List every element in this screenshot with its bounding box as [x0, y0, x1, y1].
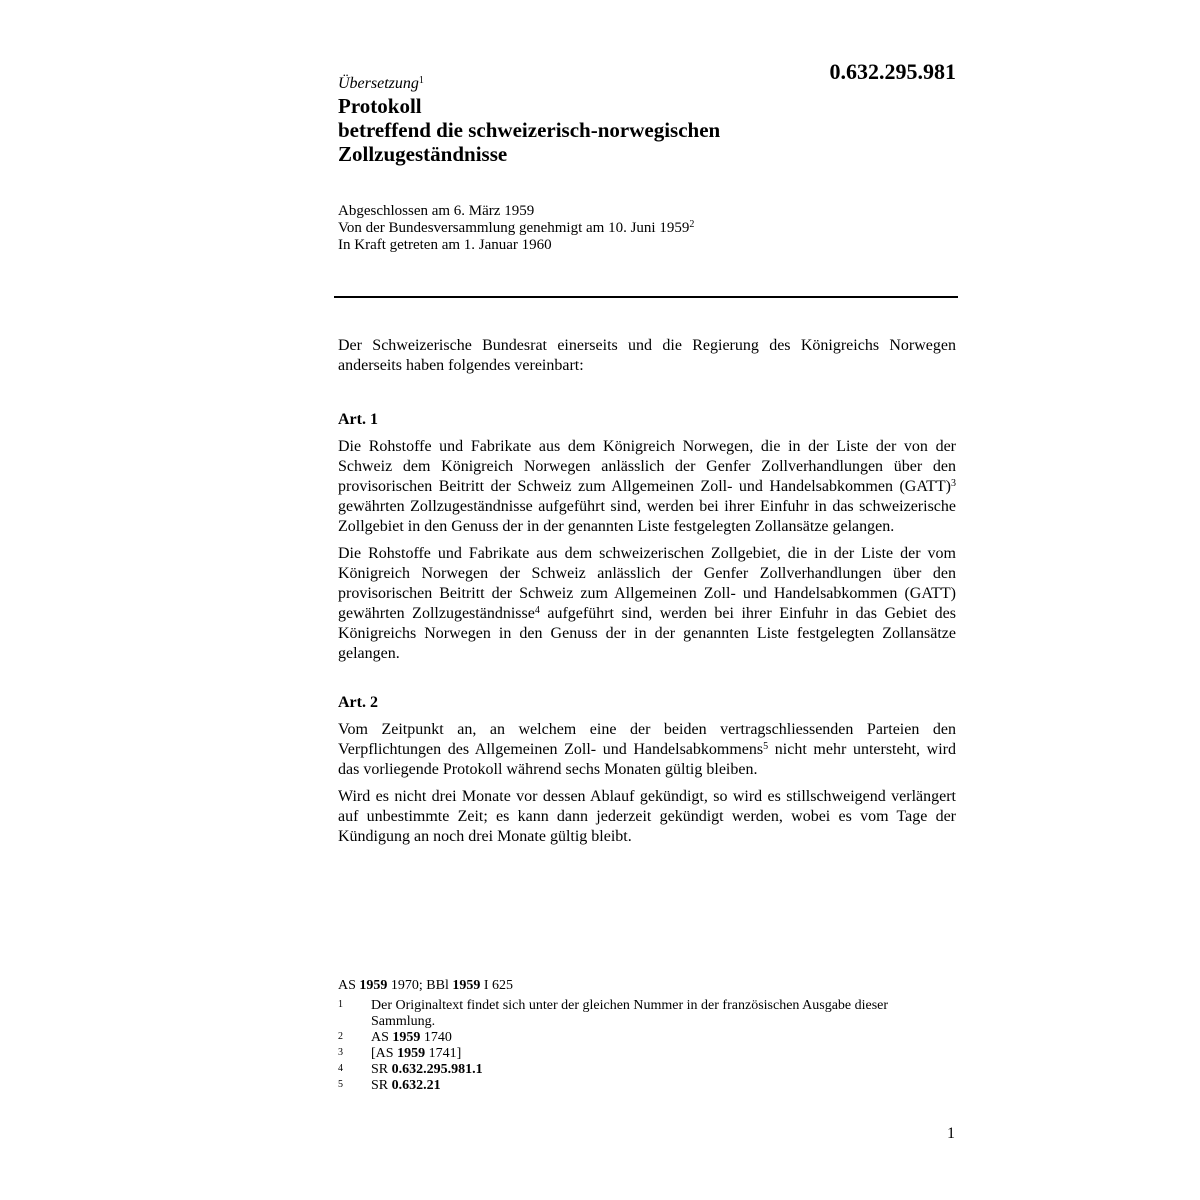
- as-year: 1959: [359, 978, 388, 993]
- fn-post: 1740: [420, 1030, 452, 1045]
- paragraph-text: nicht mehr untersteht, wird das vorliegende Protokoll während sechs Monaten gültig bleiben.: [338, 741, 957, 778]
- fn-bold: 0.632.295.981.1: [391, 1062, 483, 1077]
- footnote-ref-1[interactable]: 1: [418, 75, 424, 86]
- footnote-ref-2[interactable]: 2: [689, 219, 695, 230]
- document-metadata: [338, 203, 938, 254]
- approval-date: [338, 220, 938, 237]
- paragraph-text: aufgeführt sind, werden bei ihrer Einfuhr in das Gebiet des Königreichs Norwegen in den Genuss der in der genannten Liste festgelegten Zollansätze gelangen.: [338, 605, 957, 662]
- preamble: Der Schweizerische Bundesrat einerseits und die Regierung des Königreichs Norwegen anderseits haben folgendes vereinbart:: [338, 337, 956, 374]
- article-2-paragraph-2: Wird es nicht drei Monate vor dessen Ablauf gekündigt, so wird es stillschweigend verlängert auf unbestimmte Zeit; es kann dann jederzeit gekündigt werden, wobei es vom Tage der Kündigung an noch drei Monate gültig bleibt.: [338, 788, 956, 845]
- document-body: [338, 336, 956, 847]
- title-block: [338, 74, 938, 166]
- title-line: Protokoll: [338, 94, 422, 118]
- translation-label: Übersetzung: [338, 75, 419, 92]
- page-number: 1: [947, 1125, 955, 1142]
- in-force-date: In Kraft getreten am 1. Januar 1960: [338, 237, 552, 253]
- title-line: betreffend die schweizerisch-norwegischen: [338, 118, 721, 142]
- bbl-year: 1959: [452, 978, 481, 993]
- paragraph-text: Die Rohstoffe und Fabrikate aus dem schweizerischen Zollgebiet, die in der Liste der vom Königreich Norwegen der Schweiz anlässlich der Genfer Zollverhandlungen über den provisorischen Beitritt der Schweiz zum Allgemeinen Zoll- und Handelsabkommen (GATT) gewährten Zollzugeständnisse: [338, 545, 956, 622]
- fn-post: 1741]: [425, 1046, 462, 1061]
- paragraph-text: Die Rohstoffe und Fabrikate aus dem Königreich Norwegen, die in der Liste der von der Schweiz dem Königreich Norwegen anlässlich der Genfer Zollverhandlungen über den provisorischen Beitritt der Schweiz zum Allgemeinen Zoll- und Handelsabkommen (GATT): [338, 438, 956, 495]
- footnote-number: 2: [338, 1031, 343, 1042]
- footnote-item: [338, 1078, 938, 1094]
- footnotes: [338, 978, 938, 1094]
- fn-bold: 0.632.21: [391, 1078, 441, 1093]
- footnote-ref-4[interactable]: 4: [534, 605, 540, 616]
- title-line: Zollzugeständnisse: [338, 142, 508, 166]
- paragraph-text: gewährten Zollzugeständnisse aufgeführt sind, werden bei ihrer Einfuhr in das schweizerische Zollgebiet in den Genuss der in der genannten Liste festgelegten Zollansätze gelangen.: [338, 498, 956, 535]
- paragraph-text: Vom Zeitpunkt an, an welchem eine der beiden vertragschliessenden Parteien den Verpflichtungen des Allgemeinen Zoll- und Handelsabkommens: [338, 721, 956, 758]
- footnote-item: [338, 1030, 938, 1046]
- fn-pre: [AS: [371, 1046, 398, 1061]
- footnote-item: [338, 1062, 938, 1078]
- fn-bold: 1959: [397, 1046, 426, 1061]
- fn-pre: SR: [371, 1062, 392, 1077]
- translation-note: [338, 74, 938, 94]
- footnote-text: [371, 1046, 938, 1062]
- fn-bold: 1959: [392, 1030, 421, 1045]
- document-title: [338, 94, 938, 166]
- sr-number: 0.632.295.981: [829, 59, 956, 84]
- source-reference: [338, 978, 938, 994]
- article-2-paragraph-1: [338, 720, 956, 780]
- fn-pre: SR: [371, 1078, 392, 1093]
- footnote-item: [338, 998, 938, 1030]
- header-divider: [334, 296, 958, 298]
- article-1-heading: Art. 1: [338, 411, 378, 428]
- concluded-date: Abgeschlossen am 6. März 1959: [338, 203, 535, 219]
- article-1-paragraph-1: [338, 437, 956, 537]
- bbl-suffix: I 625: [480, 978, 514, 993]
- footnote-number: 3: [338, 1047, 343, 1058]
- footnote-number: 1: [338, 999, 343, 1010]
- article-2-heading: Art. 2: [338, 694, 378, 711]
- approval-text: Von der Bundesversammlung genehmigt am 10. Juni 1959: [338, 220, 690, 236]
- footnote-number: 4: [338, 1063, 343, 1074]
- footnote-item: [338, 1046, 938, 1062]
- article-1-paragraph-2: [338, 544, 956, 664]
- footnote-ref-3[interactable]: 3: [951, 478, 956, 489]
- as-mid: 1970; BBl: [387, 978, 453, 993]
- footnote-text: Der Originaltext findet sich unter der gleichen Nummer in der französischen Ausgabe dieser Sammlung.: [371, 998, 889, 1029]
- footnote-text: [371, 1062, 938, 1078]
- footnote-text: [371, 1030, 938, 1046]
- fn-pre: AS: [371, 1030, 393, 1045]
- footnote-number: 5: [338, 1079, 343, 1090]
- as-prefix: AS: [338, 978, 360, 993]
- footnote-ref-5[interactable]: 5: [763, 741, 769, 752]
- footnote-text: [371, 1078, 938, 1094]
